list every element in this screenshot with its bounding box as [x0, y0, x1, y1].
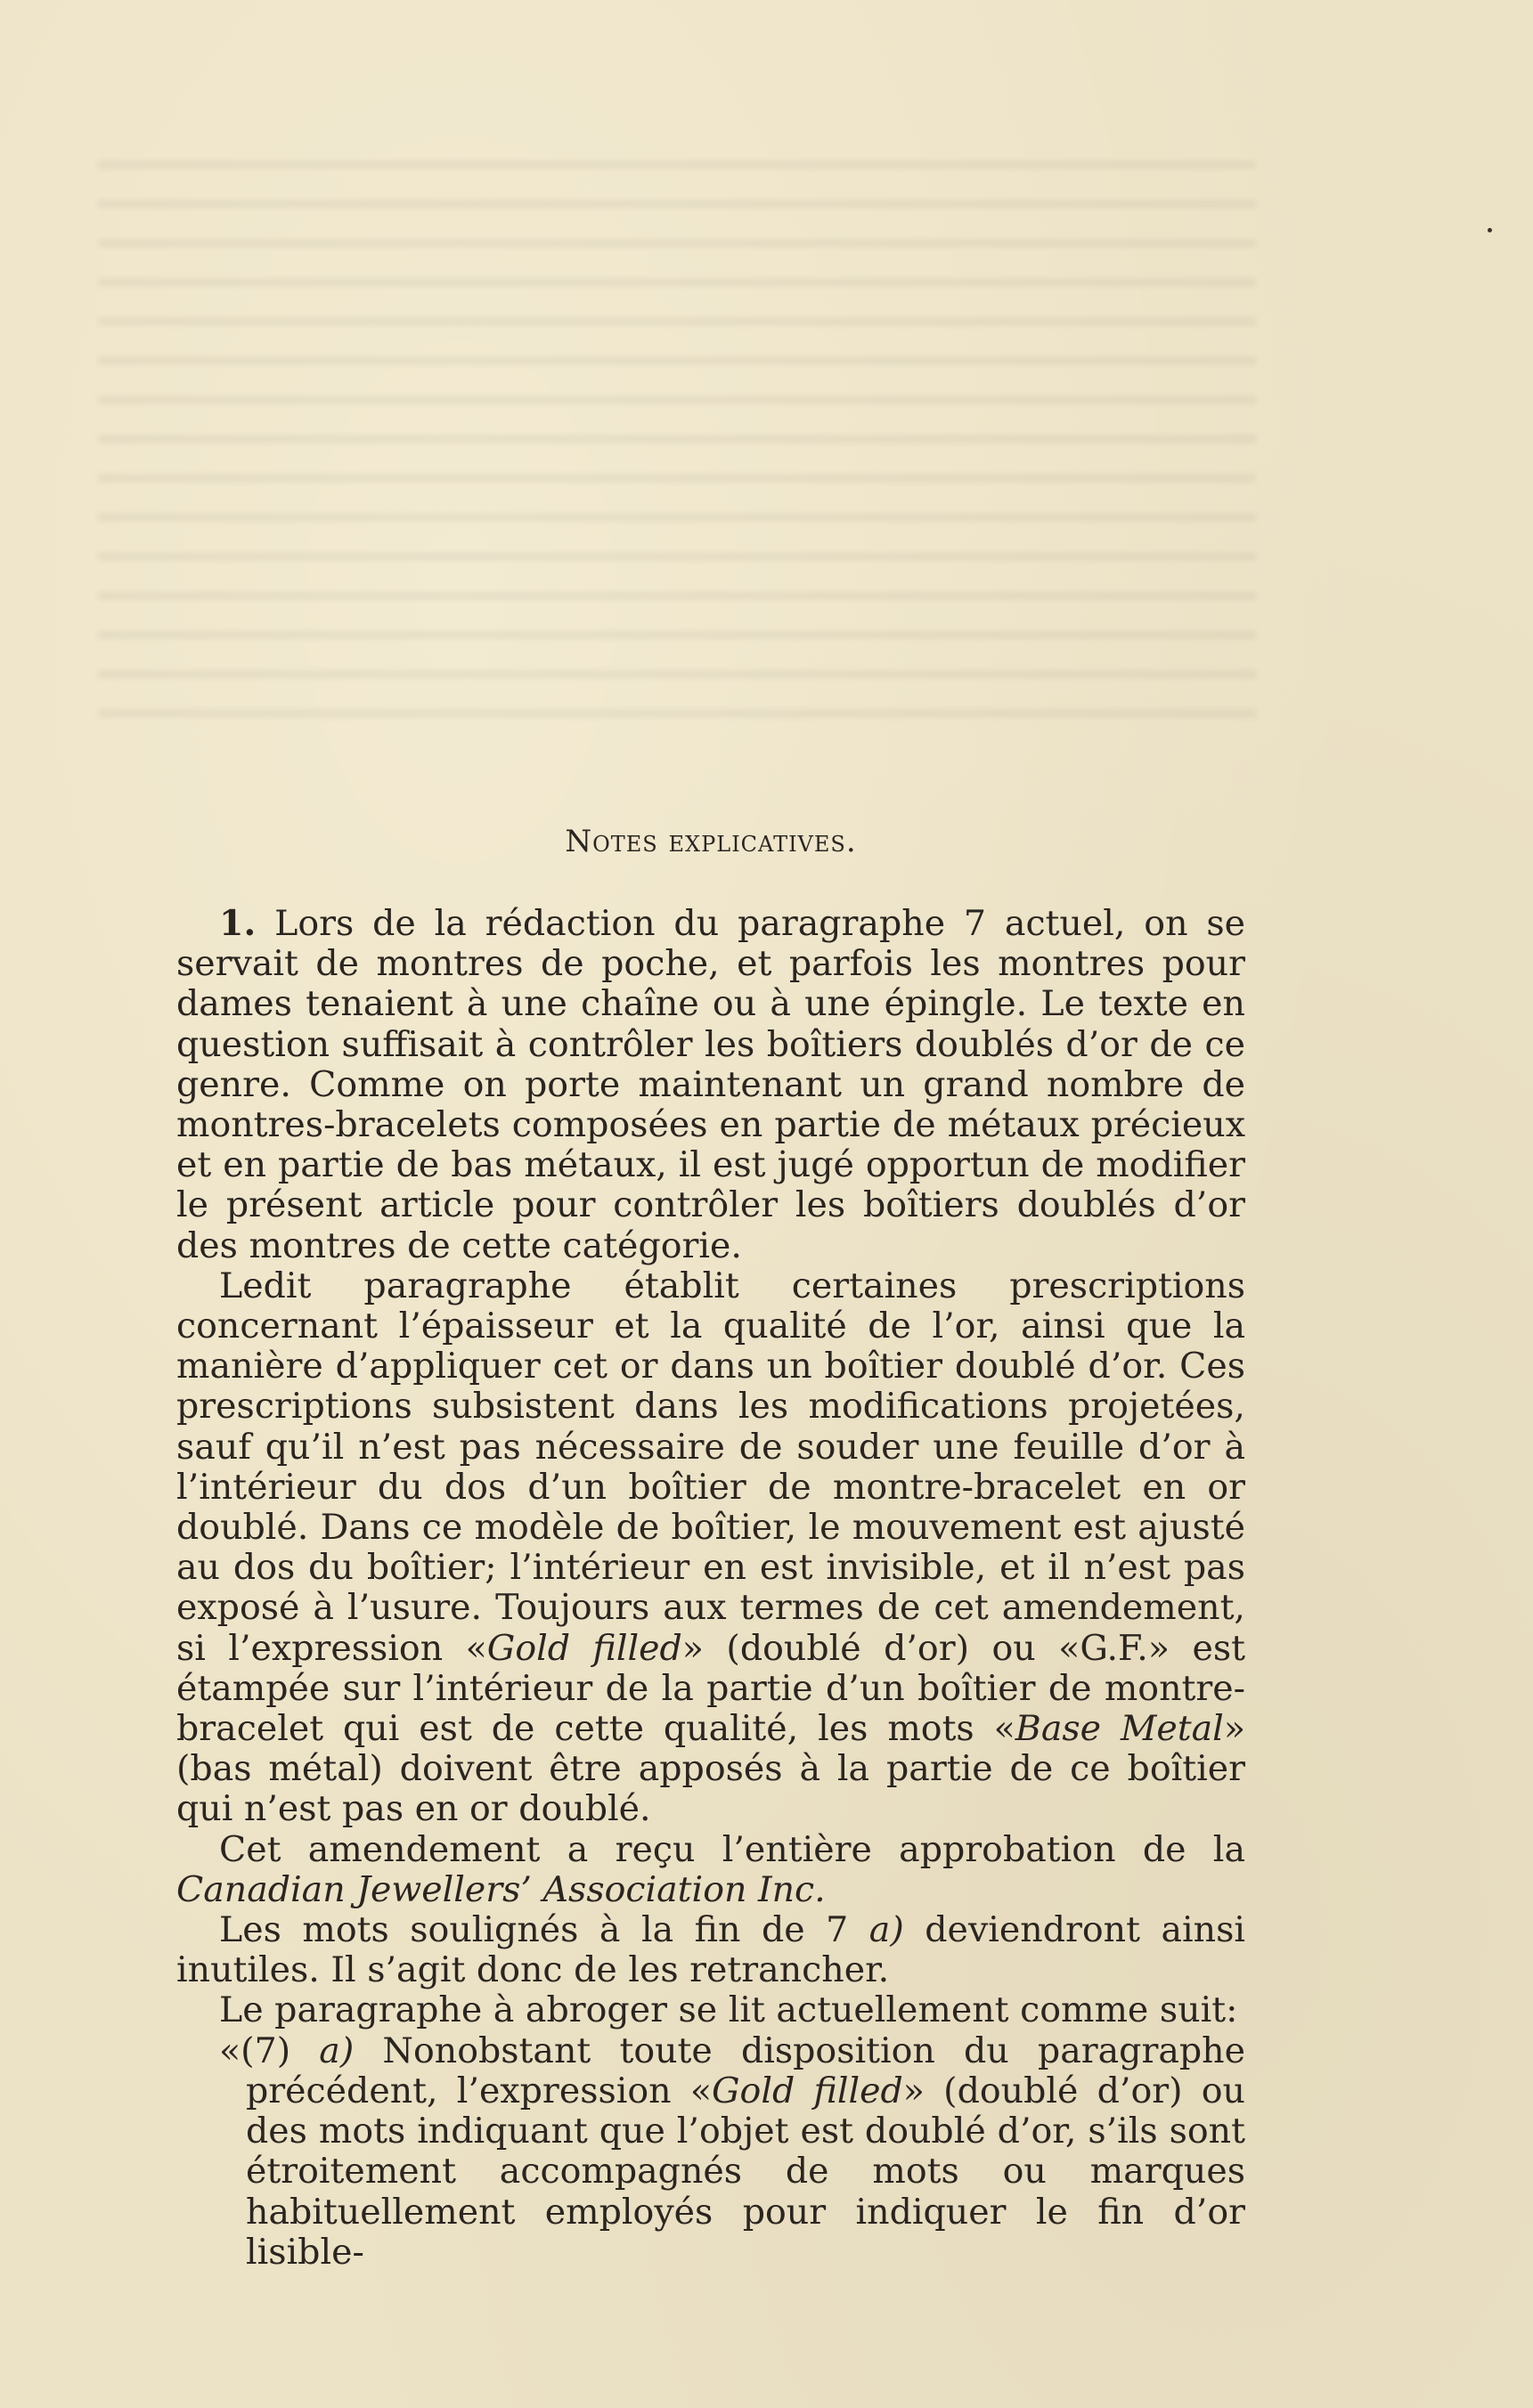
paragraph-text: Les mots soulignés à la fin de 7: [219, 1909, 869, 1951]
italic-term-gold-filled: Gold filled: [486, 1627, 682, 1669]
quote-text: » (doublé d’or) ou des mots indiquant que l’objet est doublé d’or, s’ils sont étroitement accompagnés de mots ou marques habituellement employés pour indiquer le fin d’or lisible-: [246, 2070, 1245, 2273]
italic-term-gold-filled: Gold filled: [712, 2070, 903, 2111]
paragraph-1: [176, 904, 1245, 1266]
quote-text: Nonobstant toute disposition du paragraphe précédent, l’expression «: [246, 2030, 1245, 2111]
paragraph-2: [176, 1266, 1245, 1830]
paragraph-text: Ledit paragraphe établit certaines prescriptions concernant l’épaisseur et la qualité de l’or, ainsi que la manière d’appliquer cet or dans un boîtier doublé d’or. Ces prescriptions subsistent dans les modifications projetées, sauf qu’il n’est pas nécessaire de souder une feuille d’or à l’intérieur du dos d’un boîtier de montre-bracelet en or doublé. Dans ce modèle de boîtier, le mouvement est ajusté au dos du boîtier; l’intérieur en est invisible, et il n’est pas exposé à l’usure. Toujours aux termes de cet amendement, si l’expression «: [176, 1265, 1245, 1669]
italic-association-name: Canadian Jewellers’ Association Inc.: [176, 1868, 826, 1910]
quote-text: «(7): [219, 2030, 320, 2071]
show-through-text: [98, 160, 1256, 730]
section-heading: Notes explicatives.: [565, 824, 857, 859]
document-body: [176, 801, 1245, 2273]
italic-term-base-metal: Base Metal: [1015, 1708, 1224, 1750]
paragraph-3: [176, 1830, 1245, 1910]
quoted-provision: [219, 2030, 1245, 2273]
paragraph-text: Lors de la rédaction du paragraphe 7 actuel, on se servait de montres de poche, et parfois les montres pour dames tenaient à une chaîne ou à une épingle. Le texte en question suffisait à contrôler les boîtiers doublés d’or de ce genre. Comme on porte maintenant un grand nombre de montres-bracelets composées en partie de métaux précieux et en partie de bas métaux, il est jugé opportun de modifier le présent article pour contrôler les boîtiers doublés d’or des montres de cette catégorie.: [176, 903, 1245, 1266]
paragraph-text: Cet amendement a reçu l’entière approbation de la: [219, 1828, 1245, 1870]
paragraph-text: » (bas métal) doivent être apposés à la partie de ce boîtier qui n’est pas en or doublé.: [176, 1708, 1245, 1830]
italic-subsection-ref: a): [319, 2030, 355, 2071]
paragraph-4: [176, 1910, 1245, 1990]
paragraph-5: [176, 1990, 1245, 2030]
paragraph-text: » (doublé d’or) ou «G.F.» est étampée sur l’intérieur de la partie d’un boîtier de montre-bracelet qui est de cette qualité, les mots «: [176, 1627, 1245, 1750]
italic-subsection-ref: a): [868, 1909, 904, 1951]
paragraph-text: deviendront ainsi inutiles. Il s’agit donc de les retrancher.: [176, 1909, 1245, 1991]
paper-speck: [1488, 228, 1492, 232]
paragraph-number: 1.: [219, 903, 257, 944]
paragraph-text: Le paragraphe à abroger se lit actuellement comme suit:: [219, 1989, 1238, 2031]
